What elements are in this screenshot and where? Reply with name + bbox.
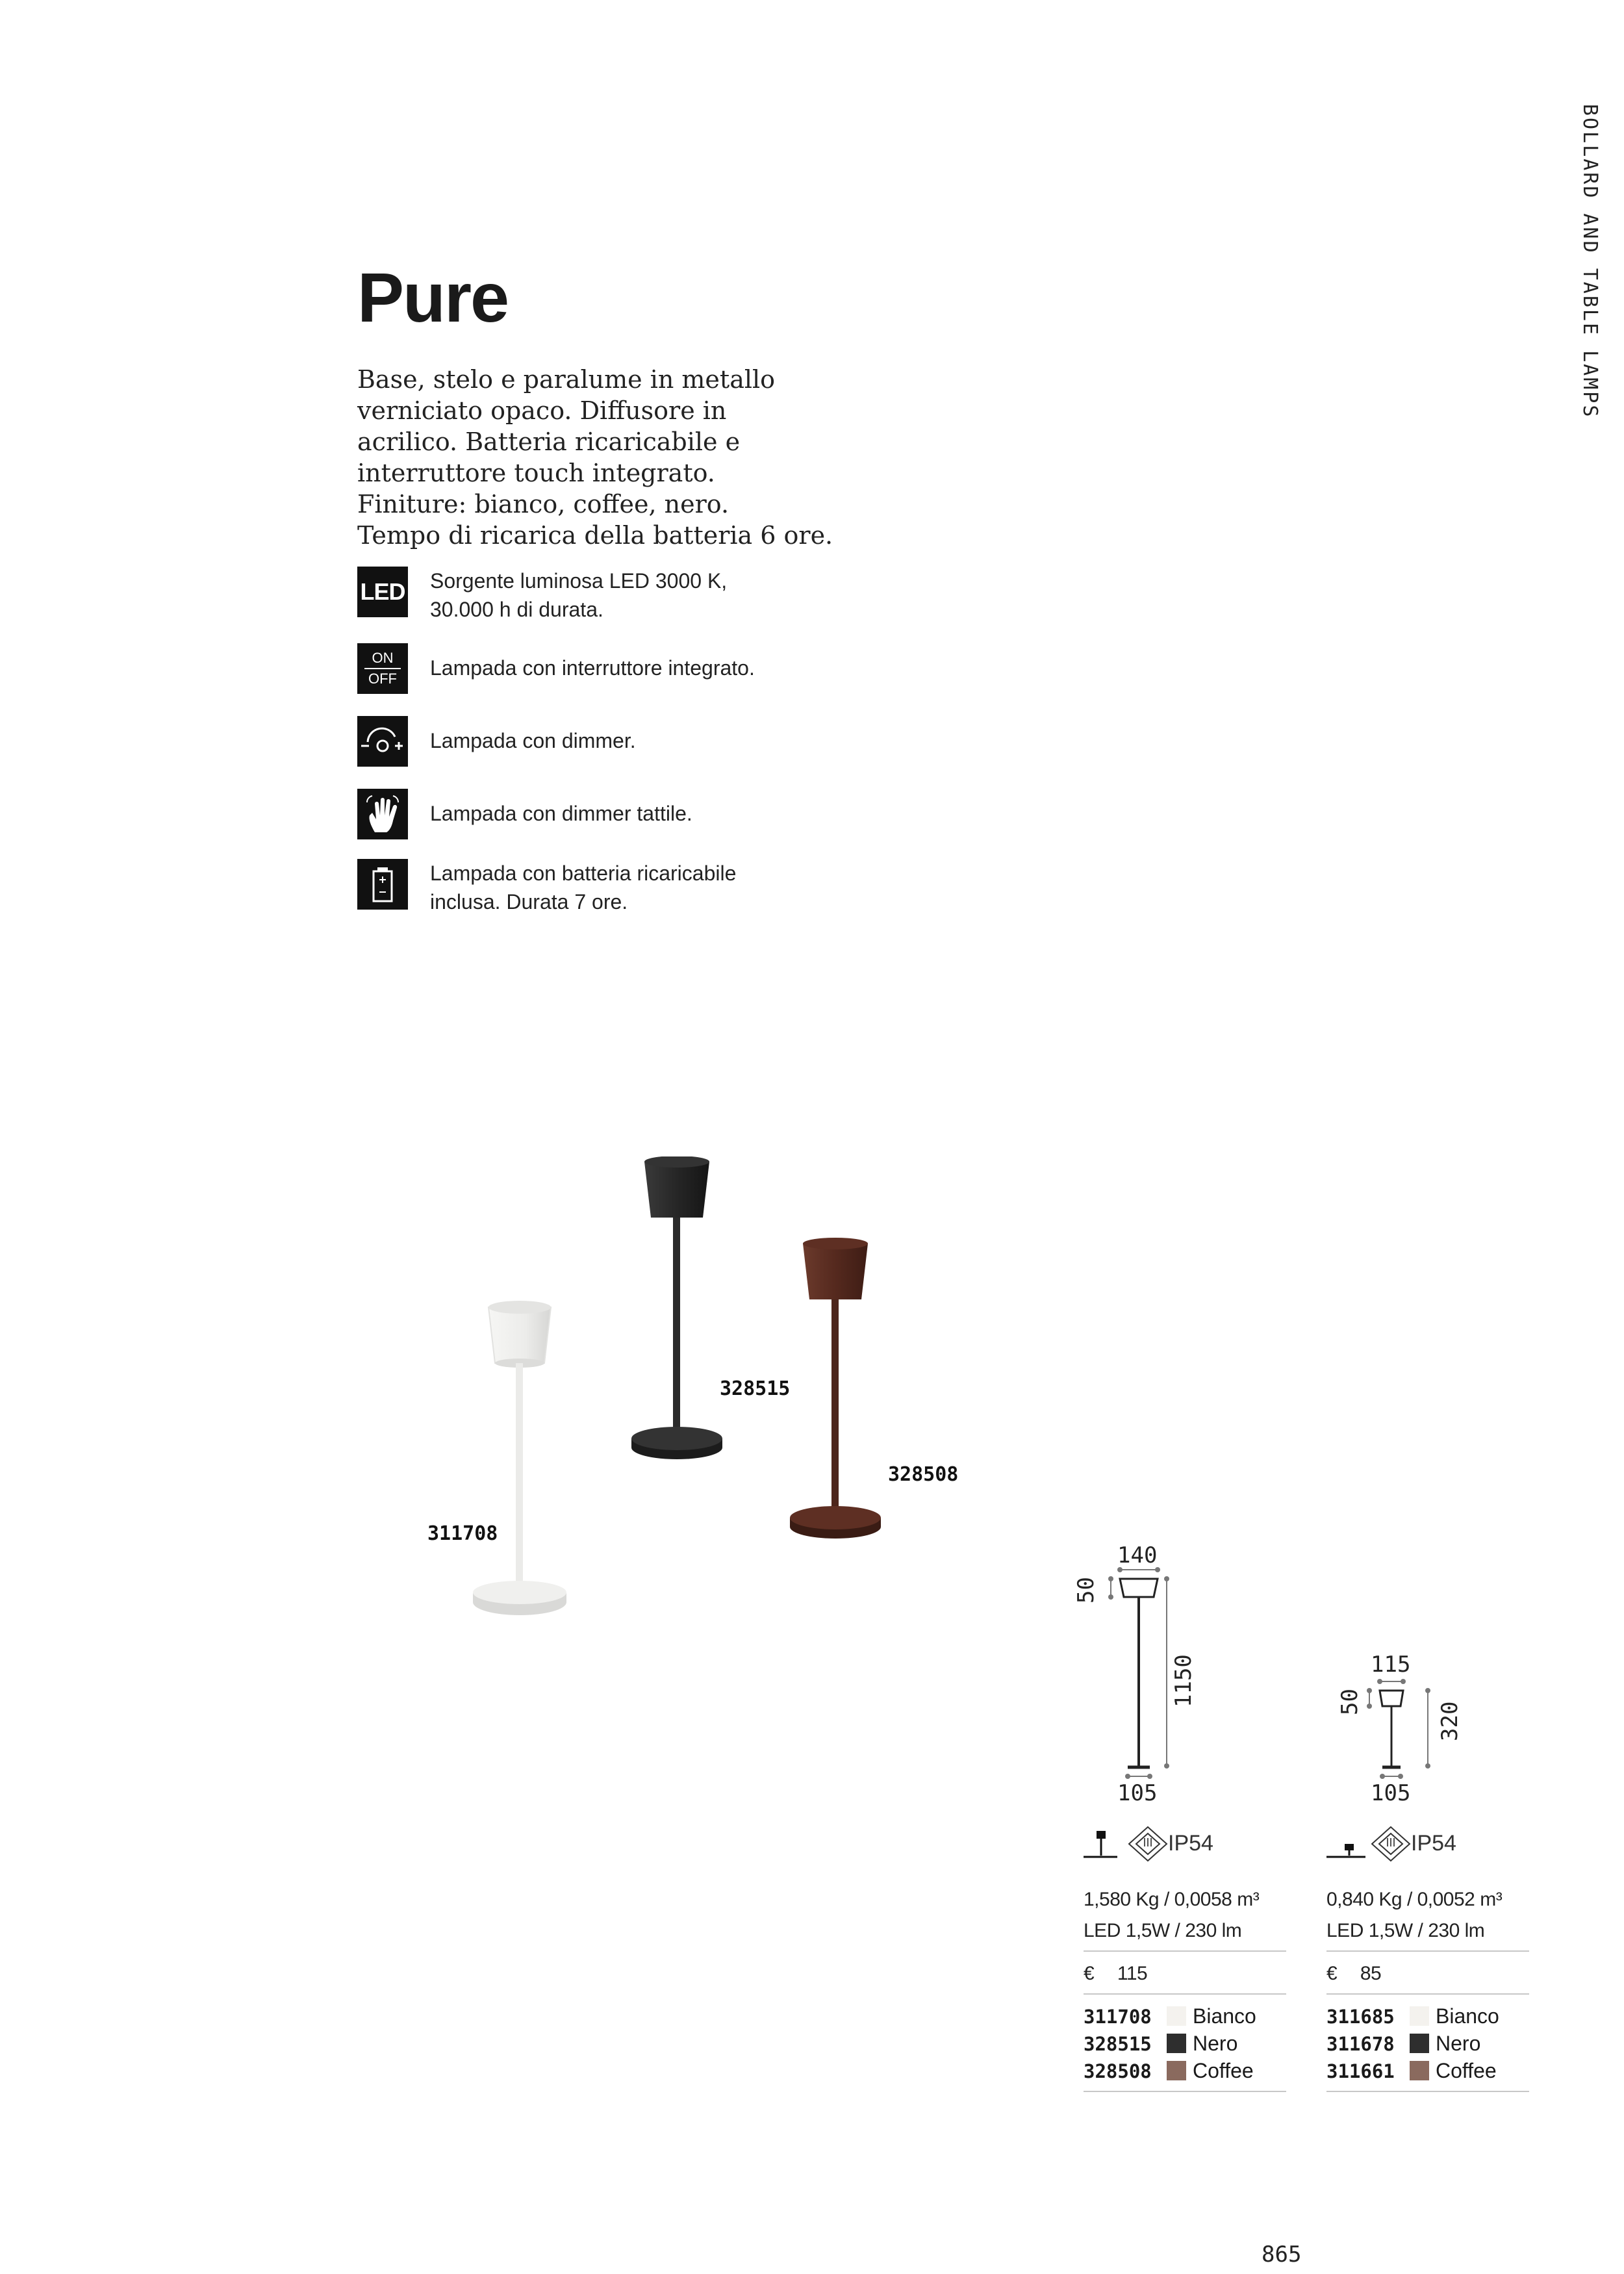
battery-icon	[357, 859, 408, 910]
item-code: 328508	[1084, 2060, 1152, 2082]
divider	[1326, 2091, 1529, 2092]
product-label-coffee: 328508	[888, 1463, 959, 1486]
divider	[1326, 1993, 1529, 1995]
swatch-coffee	[1167, 2061, 1186, 2080]
swatch-white	[1410, 2006, 1429, 2026]
item-code: 311678	[1326, 2033, 1395, 2055]
swatch-black	[1167, 2034, 1186, 2053]
class-iii-label: III	[1386, 1836, 1396, 1849]
feature-dimmer	[357, 716, 851, 768]
dim-shade-width: 140	[1117, 1542, 1158, 1568]
touch-dimmer-icon	[357, 789, 408, 839]
price	[1326, 1958, 1381, 1989]
description-line: Tempo di ricarica della batteria 6 ore.	[357, 521, 833, 550]
feature-on-off	[357, 643, 851, 695]
spec-led: LED 1,5W / 230 lm	[1084, 1920, 1242, 1941]
description-line: Base, stelo e paralume in metallo	[357, 365, 776, 394]
item-code: 311685	[1326, 2006, 1395, 2028]
description-line: verniciato opaco. Diffusore in	[357, 396, 727, 425]
item-finish: Nero	[1193, 2032, 1238, 2055]
product-photo	[455, 1156, 974, 1631]
swatch-black	[1410, 2034, 1429, 2053]
list-item	[1084, 2002, 1291, 2030]
page-number: 865	[1262, 2242, 1302, 2268]
category-label: BOLLARD AND TABLE LAMPS	[1579, 104, 1601, 419]
feature-text	[430, 654, 846, 682]
product-description	[357, 364, 851, 551]
list-item	[1326, 2030, 1534, 2057]
feature-touch-dimmer	[357, 789, 851, 841]
lamp-coffee	[790, 1238, 881, 1539]
swatch-coffee	[1410, 2061, 1429, 2080]
led-icon	[357, 567, 408, 617]
dim-height: 1150	[1171, 1654, 1197, 1707]
page-title: Pure	[357, 258, 509, 337]
off-icon-text: OFF	[368, 671, 397, 687]
feature-line: 30.000 h di durata.	[430, 598, 603, 621]
item-code: 311708	[1084, 2006, 1152, 2028]
feature-text	[430, 726, 846, 755]
item-code: 311661	[1326, 2060, 1395, 2082]
feature-text	[430, 567, 846, 624]
variant-list	[1084, 2002, 1291, 2084]
divider	[1084, 1993, 1286, 1995]
list-item	[1084, 2030, 1291, 2057]
dim-shade-height: 50	[1073, 1577, 1099, 1603]
feature-line: Lampada con dimmer.	[430, 729, 636, 752]
feature-text	[430, 799, 846, 828]
price-value: 115	[1117, 1963, 1148, 1984]
dim-base: 105	[1371, 1780, 1411, 1806]
product-label-black: 328515	[720, 1377, 791, 1400]
item-finish: Coffee	[1436, 2059, 1497, 2082]
spec-weight: 0,840 Kg / 0,0052 m³	[1326, 1889, 1503, 1910]
on-off-icon	[357, 643, 408, 694]
feature-line: Lampada con dimmer tattile.	[430, 802, 692, 825]
list-item	[1326, 2057, 1534, 2084]
dimmer-icon	[357, 716, 408, 767]
ip-rating: IP54	[1168, 1831, 1213, 1856]
ip-rating: IP54	[1411, 1831, 1456, 1856]
description-line: Finiture: bianco, coffee, nero.	[357, 490, 730, 518]
divider	[1084, 1950, 1286, 1952]
spec-weight: 1,580 Kg / 0,0058 m³	[1084, 1889, 1260, 1910]
feature-battery	[357, 859, 851, 911]
description-line: acrilico. Batteria ricaricabile e	[357, 428, 741, 456]
feature-line: inclusa. Durata 7 ore.	[430, 890, 628, 913]
lamp-black	[631, 1156, 722, 1459]
currency: €	[1326, 1963, 1338, 1984]
variant-list	[1326, 2002, 1534, 2084]
led-icon-text: LED	[360, 578, 405, 605]
feature-text	[430, 859, 846, 916]
class-iii-label: III	[1143, 1836, 1153, 1849]
dim-base: 105	[1117, 1780, 1158, 1806]
description-line: interruttore touch integrato.	[357, 459, 715, 487]
list-item	[1084, 2057, 1291, 2084]
feature-line: Sorgente luminosa LED 3000 K,	[430, 569, 728, 593]
feature-led	[357, 567, 851, 619]
floor-lamp-icon	[1080, 1827, 1119, 1859]
price-value: 85	[1360, 1963, 1382, 1984]
on-icon-text: ON	[372, 650, 394, 666]
item-code: 328515	[1084, 2033, 1152, 2055]
item-finish: Bianco	[1193, 2004, 1256, 2028]
divider	[1084, 2091, 1286, 2092]
feature-line: Lampada con batteria ricaricabile	[430, 862, 737, 885]
spec-led: LED 1,5W / 230 lm	[1326, 1920, 1485, 1941]
product-label-white: 311708	[427, 1522, 498, 1545]
item-finish: Bianco	[1436, 2004, 1499, 2028]
item-finish: Nero	[1436, 2032, 1481, 2055]
lamp-white	[473, 1301, 566, 1615]
feature-line: Lampada con interruttore integrato.	[430, 656, 755, 680]
list-item	[1326, 2002, 1534, 2030]
dim-shade-width: 115	[1371, 1652, 1411, 1678]
item-finish: Coffee	[1193, 2059, 1254, 2082]
price	[1084, 1958, 1147, 1989]
table-lamp-icon	[1323, 1827, 1368, 1859]
dim-shade-height: 50	[1337, 1689, 1363, 1715]
currency: €	[1084, 1963, 1095, 1984]
swatch-white	[1167, 2006, 1186, 2026]
divider	[1326, 1950, 1529, 1952]
dim-height: 320	[1437, 1701, 1463, 1741]
